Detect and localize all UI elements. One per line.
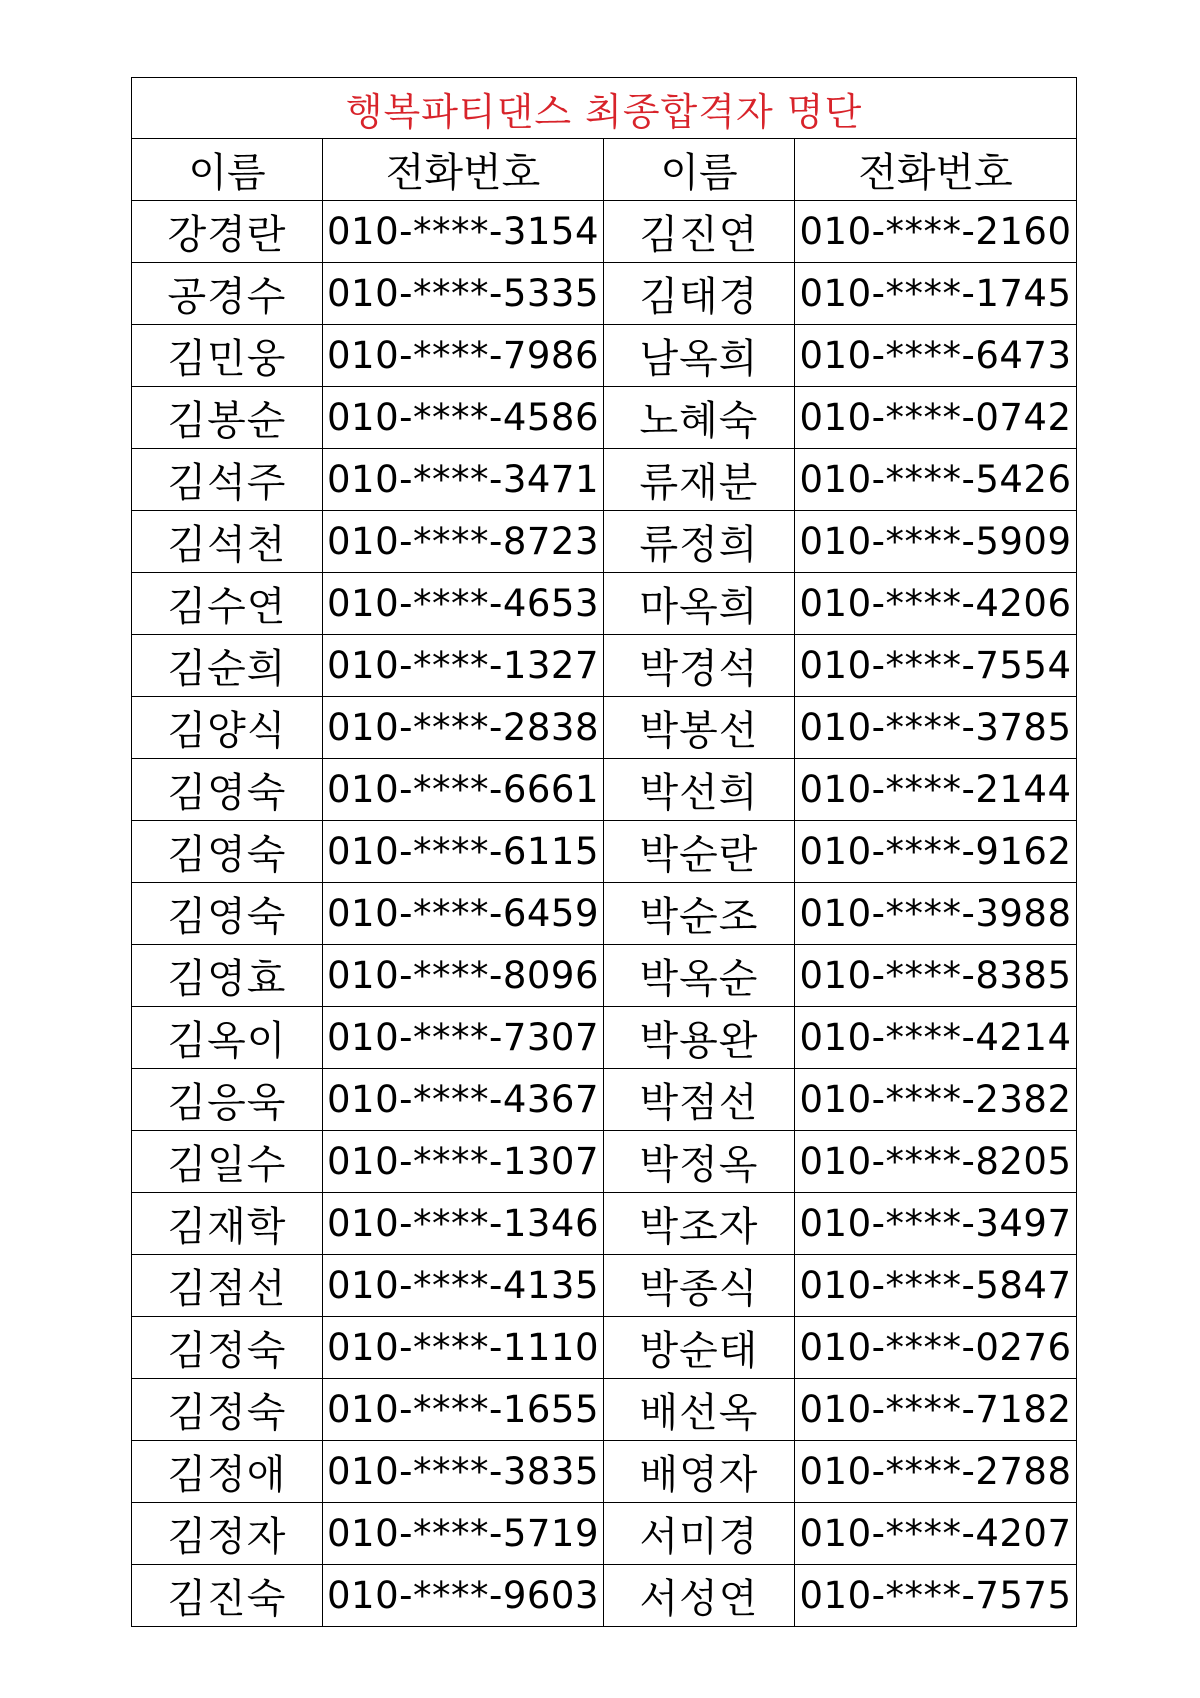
- person-name-cell: 박정옥: [604, 1131, 795, 1193]
- phone-number-cell: 010-****-0742: [795, 387, 1077, 449]
- table-row: [132, 387, 1077, 449]
- phone-number-cell: 010-****-7986: [323, 325, 604, 387]
- phone-number-cell: 010-****-1655: [323, 1379, 604, 1441]
- phone-number-cell: 010-****-5847: [795, 1255, 1077, 1317]
- header-row: [132, 139, 1077, 201]
- person-name-cell: 김영숙: [132, 883, 323, 945]
- phone-number-cell: 010-****-3497: [795, 1193, 1077, 1255]
- phone-number-cell: 010-****-6459: [323, 883, 604, 945]
- phone-number-cell: 010-****-4207: [795, 1503, 1077, 1565]
- phone-number-cell: 010-****-7554: [795, 635, 1077, 697]
- phone-number-cell: 010-****-4214: [795, 1007, 1077, 1069]
- roster-body: [132, 201, 1077, 1627]
- person-name-cell: 김정자: [132, 1503, 323, 1565]
- phone-number-cell: 010-****-9603: [323, 1565, 604, 1627]
- phone-number-cell: 010-****-2144: [795, 759, 1077, 821]
- person-name-cell: 김수연: [132, 573, 323, 635]
- table-row: [132, 1069, 1077, 1131]
- phone-number-cell: 010-****-3154: [323, 201, 604, 263]
- phone-number-cell: 010-****-3835: [323, 1441, 604, 1503]
- table-row: [132, 1193, 1077, 1255]
- table-row: [132, 635, 1077, 697]
- person-name-cell: 김양식: [132, 697, 323, 759]
- phone-number-cell: 010-****-1327: [323, 635, 604, 697]
- table-row: [132, 449, 1077, 511]
- table-row: [132, 1131, 1077, 1193]
- phone-number-cell: 010-****-2382: [795, 1069, 1077, 1131]
- person-name-cell: 박종식: [604, 1255, 795, 1317]
- person-name-cell: 김영숙: [132, 759, 323, 821]
- person-name-cell: 김민웅: [132, 325, 323, 387]
- column-header-phone: 전화번호: [795, 139, 1077, 201]
- table-row: [132, 263, 1077, 325]
- person-name-cell: 김석천: [132, 511, 323, 573]
- phone-number-cell: 010-****-3785: [795, 697, 1077, 759]
- table-row: [132, 1565, 1077, 1627]
- person-name-cell: 박조자: [604, 1193, 795, 1255]
- person-name-cell: 박점선: [604, 1069, 795, 1131]
- person-name-cell: 김일수: [132, 1131, 323, 1193]
- column-header-phone: 전화번호: [323, 139, 604, 201]
- person-name-cell: 김진숙: [132, 1565, 323, 1627]
- table-row: [132, 1255, 1077, 1317]
- phone-number-cell: 010-****-4206: [795, 573, 1077, 635]
- phone-number-cell: 010-****-4135: [323, 1255, 604, 1317]
- phone-number-cell: 010-****-1346: [323, 1193, 604, 1255]
- phone-number-cell: 010-****-7182: [795, 1379, 1077, 1441]
- column-header-name: 이름: [132, 139, 323, 201]
- person-name-cell: 류정희: [604, 511, 795, 573]
- column-header-name: 이름: [604, 139, 795, 201]
- person-name-cell: 김옥이: [132, 1007, 323, 1069]
- person-name-cell: 김정숙: [132, 1379, 323, 1441]
- person-name-cell: 김정애: [132, 1441, 323, 1503]
- person-name-cell: 박봉선: [604, 697, 795, 759]
- person-name-cell: 박순란: [604, 821, 795, 883]
- table-row: [132, 325, 1077, 387]
- table-row: [132, 883, 1077, 945]
- phone-number-cell: 010-****-5719: [323, 1503, 604, 1565]
- phone-number-cell: 010-****-5909: [795, 511, 1077, 573]
- person-name-cell: 김석주: [132, 449, 323, 511]
- phone-number-cell: 010-****-5426: [795, 449, 1077, 511]
- phone-number-cell: 010-****-7307: [323, 1007, 604, 1069]
- table-row: [132, 1007, 1077, 1069]
- phone-number-cell: 010-****-2838: [323, 697, 604, 759]
- phone-number-cell: 010-****-0276: [795, 1317, 1077, 1379]
- phone-number-cell: 010-****-4586: [323, 387, 604, 449]
- person-name-cell: 류재분: [604, 449, 795, 511]
- table-row: [132, 1503, 1077, 1565]
- person-name-cell: 김정숙: [132, 1317, 323, 1379]
- table-row: [132, 759, 1077, 821]
- table-row: [132, 1317, 1077, 1379]
- person-name-cell: 박선희: [604, 759, 795, 821]
- phone-number-cell: 010-****-3471: [323, 449, 604, 511]
- person-name-cell: 공경수: [132, 263, 323, 325]
- person-name-cell: 강경란: [132, 201, 323, 263]
- table-row: [132, 1379, 1077, 1441]
- phone-number-cell: 010-****-8723: [323, 511, 604, 573]
- table-row: [132, 201, 1077, 263]
- phone-number-cell: 010-****-1307: [323, 1131, 604, 1193]
- person-name-cell: 노혜숙: [604, 387, 795, 449]
- person-name-cell: 김재학: [132, 1193, 323, 1255]
- person-name-cell: 박경석: [604, 635, 795, 697]
- person-name-cell: 마옥희: [604, 573, 795, 635]
- person-name-cell: 김점선: [132, 1255, 323, 1317]
- person-name-cell: 박용완: [604, 1007, 795, 1069]
- phone-number-cell: 010-****-3988: [795, 883, 1077, 945]
- phone-number-cell: 010-****-6115: [323, 821, 604, 883]
- person-name-cell: 김봉순: [132, 387, 323, 449]
- person-name-cell: 남옥희: [604, 325, 795, 387]
- phone-number-cell: 010-****-9162: [795, 821, 1077, 883]
- person-name-cell: 김영숙: [132, 821, 323, 883]
- phone-number-cell: 010-****-4653: [323, 573, 604, 635]
- phone-number-cell: 010-****-4367: [323, 1069, 604, 1131]
- person-name-cell: 박옥순: [604, 945, 795, 1007]
- phone-number-cell: 010-****-2788: [795, 1441, 1077, 1503]
- phone-number-cell: 010-****-6473: [795, 325, 1077, 387]
- table-row: [132, 697, 1077, 759]
- phone-number-cell: 010-****-8205: [795, 1131, 1077, 1193]
- person-name-cell: 배영자: [604, 1441, 795, 1503]
- phone-number-cell: 010-****-8385: [795, 945, 1077, 1007]
- phone-number-cell: 010-****-1110: [323, 1317, 604, 1379]
- table-row: [132, 821, 1077, 883]
- phone-number-cell: 010-****-8096: [323, 945, 604, 1007]
- phone-number-cell: 010-****-1745: [795, 263, 1077, 325]
- phone-number-cell: 010-****-2160: [795, 201, 1077, 263]
- table-row: [132, 1441, 1077, 1503]
- person-name-cell: 서성연: [604, 1565, 795, 1627]
- roster-table: [131, 77, 1077, 1627]
- person-name-cell: 서미경: [604, 1503, 795, 1565]
- phone-number-cell: 010-****-6661: [323, 759, 604, 821]
- person-name-cell: 배선옥: [604, 1379, 795, 1441]
- document-title: 행복파티댄스 최종합격자 명단: [132, 78, 1077, 139]
- person-name-cell: 김영효: [132, 945, 323, 1007]
- person-name-cell: 박순조: [604, 883, 795, 945]
- person-name-cell: 김진연: [604, 201, 795, 263]
- title-row: [132, 78, 1077, 139]
- person-name-cell: 방순태: [604, 1317, 795, 1379]
- person-name-cell: 김태경: [604, 263, 795, 325]
- phone-number-cell: 010-****-5335: [323, 263, 604, 325]
- phone-number-cell: 010-****-7575: [795, 1565, 1077, 1627]
- table-row: [132, 511, 1077, 573]
- table-row: [132, 945, 1077, 1007]
- person-name-cell: 김응욱: [132, 1069, 323, 1131]
- person-name-cell: 김순희: [132, 635, 323, 697]
- table-row: [132, 573, 1077, 635]
